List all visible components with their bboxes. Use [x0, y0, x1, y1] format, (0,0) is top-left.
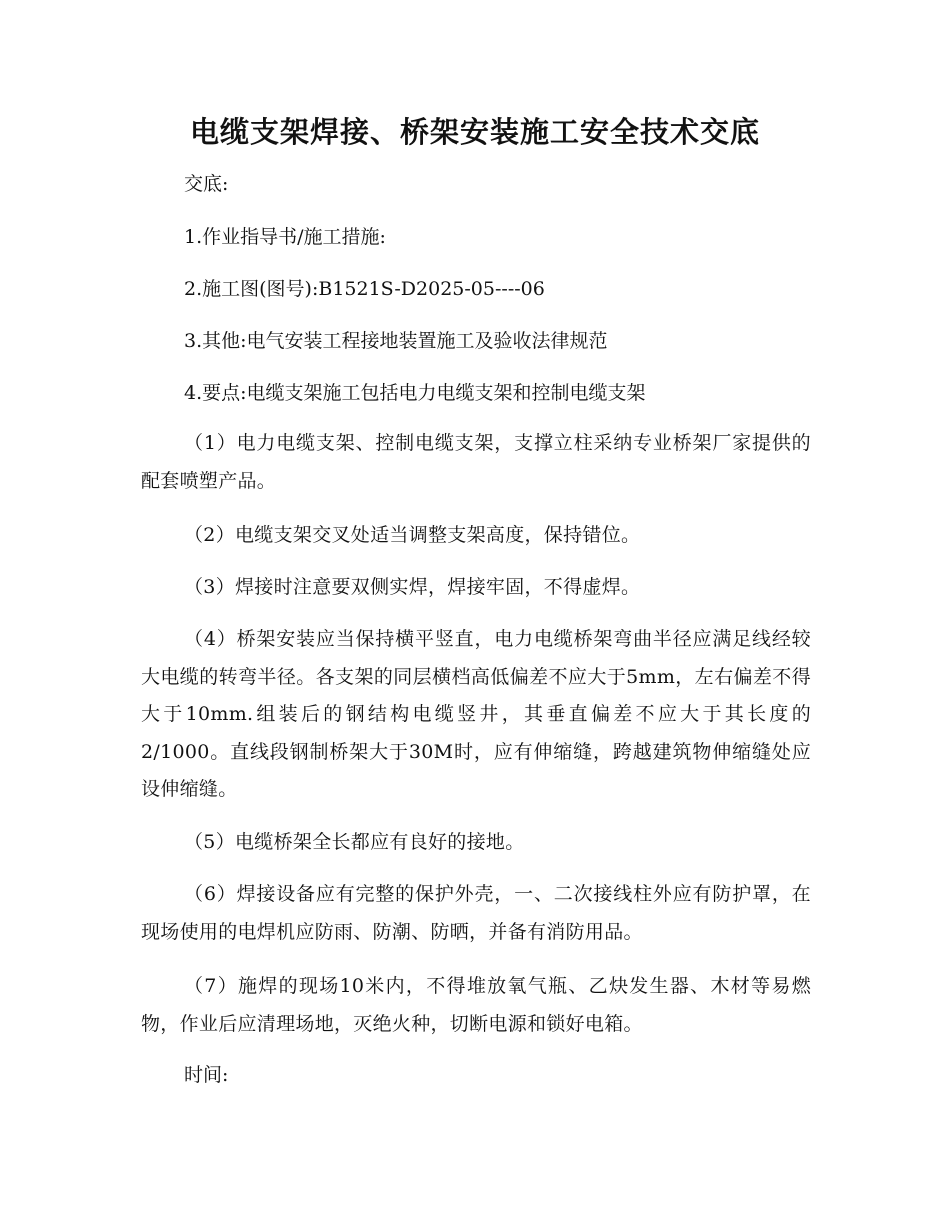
document-title: 电缆支架焊接、桥架安装施工安全技术交底: [189, 115, 760, 149]
point-paragraph-2: （2）电缆支架交叉处适当调整支架高度，保持错位。: [184, 524, 641, 546]
time-label: 时间:: [184, 1064, 229, 1086]
item-construction-drawing: 2.施工图(图号):B1521S-D2025-05----06: [184, 278, 545, 300]
point-paragraph-7: （7）施焊的现场10米内，不得堆放氧气瓶、乙炔发生器、木材等易燃物，作业后应清理场地，灭绝火种，切断电源和锁好电箱。: [141, 975, 811, 1035]
item-work-instruction: 1.作业指导书/施工措施:: [184, 226, 386, 248]
point-paragraph-5: （5）电缆桥架全长都应有良好的接地。: [184, 831, 525, 853]
point-paragraph-1: （1）电力电缆支架、控制电缆支架，支撑立柱采纳专业桥架厂家提供的配套喷塑产品。: [141, 432, 811, 492]
point-paragraph-6: （6）焊接设备应有完整的保护外壳，一、二次接线柱外应有防护罩，在现场使用的电焊机应防雨、防潮、防晒，并备有消防用品。: [141, 883, 811, 943]
point-paragraph-3: （3）焊接时注意要双侧实焊，焊接牢固，不得虚焊。: [184, 576, 641, 598]
item-other-standards: 3.其他:电气安装工程接地装置施工及验收法律规范: [184, 330, 608, 352]
item-key-points: 4.要点:电缆支架施工包括电力电缆支架和控制电缆支架: [184, 382, 646, 404]
disclosure-label: 交底:: [184, 173, 229, 195]
point-paragraph-4: （4）桥架安装应当保持横平竖直，电力电缆桥架弯曲半径应满足线经较大电缆的转弯半径。各支架的同层横档高低偏差不应大于5mm，左右偏差不得大于10mm.组装后的钢结构电缆竖井，其垂直偏差不应大于其长度的2/1000。直线段钢制桥架大于30M时，应有伸缩缝，跨越建筑物伸缩缝处应设伸缩缝。: [141, 628, 811, 800]
